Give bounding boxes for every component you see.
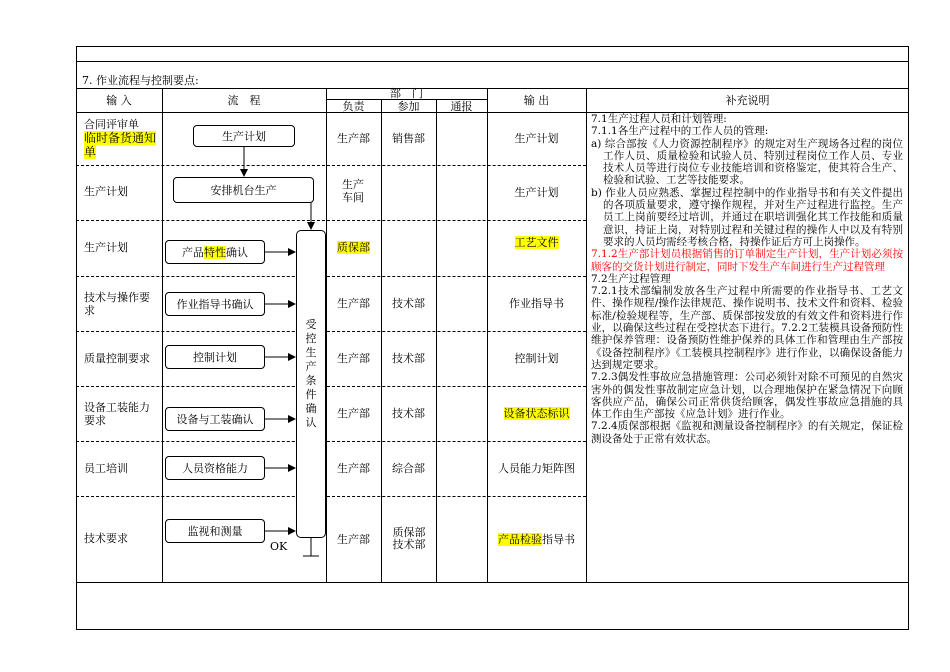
characteristic-post: 确认 (226, 245, 248, 259)
row5-output: 控制计划 (514, 352, 559, 365)
row4-output: 作业指导书 (509, 297, 564, 310)
header-resp: 负责 (342, 100, 365, 113)
remarks-p2: 7.1.1各生产过程中的工作人员的管理: (591, 125, 769, 138)
flow-box-personnel-qualification: 人员资格能力 (165, 456, 265, 480)
row2-output: 生产计划 (514, 186, 559, 199)
ok-label: OK (270, 540, 288, 553)
row7-resp: 生产部 (337, 462, 370, 475)
header-remarks: 补充说明 (725, 94, 770, 107)
row1-part: 销售部 (392, 132, 425, 145)
row1-input-highlight: 临时备货通知单 (84, 131, 157, 159)
row8-output (487, 533, 586, 546)
flow-box-equipment-confirm: 设备与工装确认 (165, 407, 265, 431)
row8-part: 质保部技术部 (392, 526, 426, 551)
row5-part: 技术部 (392, 352, 425, 365)
controlled-conditions-text: 受控生产条件确认 (305, 318, 317, 429)
section-title: 7. 作业流程与控制要点: (82, 74, 199, 87)
row3-output (487, 236, 586, 249)
remarks-p6: 7.2生产过程管理 (591, 272, 671, 285)
row5-resp: 生产部 (337, 352, 370, 365)
row3-output-hl: 工艺文件 (514, 236, 559, 249)
row6-output-hl: 设备状态标识 (503, 407, 570, 420)
row4-resp: 生产部 (337, 297, 370, 310)
row5-input: 质量控制要求 (84, 352, 150, 365)
row6-part: 技术部 (392, 407, 425, 420)
remarks-p1: 7.1生产过程人员和计划管理: (591, 113, 727, 125)
flow-box-production-plan: 生产计划 (193, 125, 295, 147)
row2-resp: 生产车间 (342, 178, 364, 204)
row1-input-text: 合同评审单 (84, 118, 139, 131)
row2-input: 生产计划 (84, 185, 128, 198)
row8-input: 技术要求 (84, 532, 128, 545)
header-notify: 通报 (450, 100, 473, 113)
remarks-p3: a) 综合部按《人力资源控制程序》的规定对生产现场各过程的岗位工作人员、质量检验和试验人员、特别过程岗位工作人员、专业技术人员等进行岗位专业技能培训和资格鉴定，使其符合生产、检验和试验、工艺等技能要求。 (591, 137, 903, 187)
characteristic-hl: 特性 (204, 245, 226, 259)
remarks-p4: b) 作业人员应熟悉、掌握过程控制中的作业指导书和有关文件提出的各项质量要求，遵守操作规程，并对生产过程进行监控。生产员工上岗前要经过培训，并通过在职培训强化其工作技能和质量意识，持证上岗，对特别过程和关键过程的操作人中以及有特别要求的人员均需经考核合格，持操作证后方可上岗操作。 (591, 186, 903, 248)
remarks-p8: 7.2.3偶发性事故应急措施管理：公司必须针对除不可预见的自然灾害外的偶发性事故制定应急计划，以合理地保护在紧急情况下向顾客供应产品，确保公司正常供货给顾客，偶发性事故应急措施的具体工作由生产部按《应急计划》进行作业。 (591, 371, 903, 421)
remarks-p5 (591, 248, 903, 273)
flow-box-work-instruction: 作业指导书确认 (165, 292, 265, 316)
row7-part: 综合部 (392, 462, 425, 475)
row8-output-post: 指导书 (542, 533, 575, 546)
row6-input: 设备工装能力要求 (84, 401, 150, 427)
header-input: 输 入 (106, 94, 132, 107)
row4-part: 技术部 (392, 297, 425, 310)
header-part: 参加 (397, 100, 420, 113)
row3-resp (326, 241, 381, 254)
remarks-p5-pre: 7.1.2 (591, 248, 618, 261)
row4-input: 技术与操作要求 (84, 291, 150, 317)
flow-box-schedule-machines: 安排机台生产 (173, 177, 314, 203)
row7-input: 员工培训 (84, 462, 128, 475)
flow-box-control-plan: 控制计划 (165, 345, 265, 369)
remarks-p9: 7.2.4质保部根据《监视和测量设备控制程序》的有关规定，保证检测设备处于正常有效状态。 (591, 420, 903, 445)
row6-resp: 生产部 (337, 407, 370, 420)
row8-resp: 生产部 (337, 533, 370, 546)
flow-box-monitoring-measuring: 监视和测量 (165, 519, 265, 543)
characteristic-pre: 产品 (182, 245, 204, 259)
header-dept: 部 门 (390, 87, 423, 100)
row8-output-hl: 产品检验 (498, 533, 542, 546)
header-output: 输 出 (523, 94, 550, 107)
row1-output: 生产计划 (514, 132, 559, 145)
remarks-p5-red: 生产部计划员根据销售的订单制定生产计划，生产计划必须按顾客的交货计划进行制定，同时下发生产车间进行生产过程管理 (591, 248, 903, 273)
remarks-column (591, 113, 903, 445)
header-flow: 流 程 (227, 94, 261, 107)
row7-output: 人员能力矩阵图 (498, 462, 575, 475)
row6-output (487, 407, 586, 420)
row3-input: 生产计划 (84, 241, 128, 254)
row3-resp-hl: 质保部 (337, 241, 370, 254)
row1-resp: 生产部 (337, 132, 370, 145)
remarks-p7: 7.2.1技术部编制发放各生产过程中所需要的作业指导书、工艺文件、操作规程/操作法律规范、操作说明书、技术文件和资料、检验标准/检验规程等，生产部、质保部按发放的有效文件和资料进行作业，以确保这些过程在受控状态下进行。7.2.2工装模具设备预防性维护保养管理：设备预防性维护保养的具体工作和管理由生产部按《设备控制程序》《工装模具控制程序》进行作业，以确保设备能力达到规定要求。 (591, 285, 903, 371)
